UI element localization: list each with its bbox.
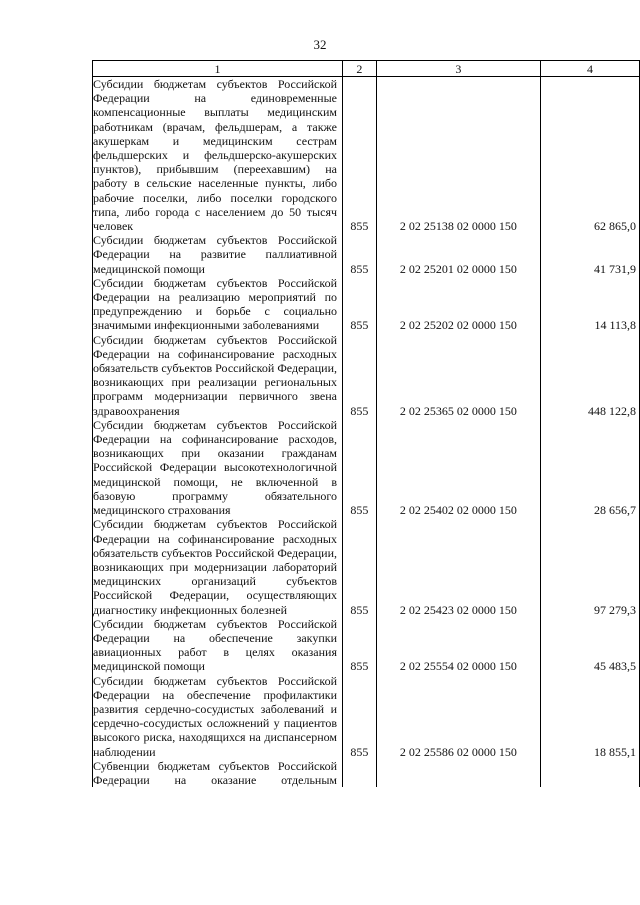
row-name-cell (93, 77, 343, 234)
row-name-text: Субсидии бюджетам субъектов Российской Федерации на софинансирование расходов, возникающих при оказании гражданам Российской Федерации высокотехнологичной медицинской помощи, не включенной в базовую программу обязательного медицинского страхования (93, 417, 337, 518)
amount-cell: 45 483,5 (540, 617, 639, 674)
table-row (93, 418, 640, 517)
page-number: 32 (313, 37, 327, 52)
row-name-cell (93, 233, 343, 276)
kbk-code-cell: 2 02 25365 02 0000 150 (376, 333, 540, 418)
table-row (93, 674, 640, 759)
row-name-text: Субсидии бюджетам субъектов Российской Федерации на единовременные компенсационные выплаты медицинским работникам (врачам, фельдшерам, а также акушеркам и медицинским сестрам фельдшерских и фельдшерско-акушерских пунктов), прибывшим (переехавшим) на работу в сельские населенные пункты, либо рабочие поселки, либо поселки городского типа, либо города с населением до 50 тысяч человек (93, 77, 337, 234)
column-header-3: 3 (376, 61, 540, 77)
admin-code-cell (342, 759, 376, 787)
row-name-text: Субсидии бюджетам субъектов Российской Федерации на реализацию мероприятий по предупреждению и борьбе с социально значимыми инфекционными заболеваниями (93, 275, 337, 333)
amount-cell: 62 865,0 (540, 77, 639, 234)
row-name-cell (93, 517, 343, 616)
admin-code-cell: 855 (342, 617, 376, 674)
amount-cell: 448 122,8 (540, 333, 639, 418)
kbk-code-cell: 2 02 25202 02 0000 150 (376, 276, 540, 333)
amount-cell: 18 855,1 (540, 674, 639, 759)
kbk-code-cell: 2 02 25423 02 0000 150 (376, 517, 540, 616)
admin-code-cell: 855 (342, 517, 376, 616)
kbk-code-cell: 2 02 25138 02 0000 150 (376, 77, 540, 234)
row-name-cell (93, 674, 343, 759)
table-row (93, 759, 640, 787)
table-row (93, 77, 640, 234)
admin-code-cell: 855 (342, 674, 376, 759)
row-name-text: Субвенции бюджетам субъектов Российской Федерации на оказание отдельным (93, 758, 337, 787)
row-name-text: Субсидии бюджетам субъектов Российской Федерации на обеспечение закупки авиационных работ в целях оказания медицинской помощи (93, 616, 337, 674)
kbk-code-cell: 2 02 25554 02 0000 150 (376, 617, 540, 674)
table-row (93, 276, 640, 333)
admin-code-cell: 855 (342, 77, 376, 234)
kbk-code-cell: 2 02 25402 02 0000 150 (376, 418, 540, 517)
admin-code-cell: 855 (342, 418, 376, 517)
row-name-cell (93, 333, 343, 418)
column-header-1: 1 (93, 61, 343, 77)
amount-cell (540, 759, 639, 787)
table-row (93, 233, 640, 276)
budget-table (92, 60, 640, 787)
table-row (93, 617, 640, 674)
row-name-cell (93, 617, 343, 674)
table-row (93, 517, 640, 616)
column-header-2: 2 (342, 61, 376, 77)
amount-cell: 97 279,3 (540, 517, 639, 616)
row-name-cell (93, 759, 343, 787)
row-name-text: Субсидии бюджетам субъектов Российской Федерации на софинансирование расходных обязательств субъектов Российской Федерации, возникающих при реализации региональных программ модернизации первичного звена здравоохранения (93, 332, 337, 418)
row-name-cell (93, 418, 343, 517)
row-name-text: Субсидии бюджетам субъектов Российской Федерации на развитие паллиативной медицинской помощи (93, 233, 337, 276)
column-header-4: 4 (540, 61, 639, 77)
kbk-code-cell: 2 02 25586 02 0000 150 (376, 674, 540, 759)
row-name-text: Субсидии бюджетам субъектов Российской Федерации на обеспечение профилактики развития сердечно-сосудистых заболеваний и сердечно-сосудистых осложнений у пациентов высокого риска, находящихся на диспансерном наблюдении (93, 673, 337, 759)
table-header-row (93, 61, 640, 77)
admin-code-cell: 855 (342, 333, 376, 418)
admin-code-cell: 855 (342, 233, 376, 276)
amount-cell: 14 113,8 (540, 276, 639, 333)
table-row (93, 333, 640, 418)
row-name-text: Субсидии бюджетам субъектов Российской Федерации на софинансирование расходных обязательств субъектов Российской Федерации, возникающих при модернизации лабораторий медицинских организаций субъектов Российской Федерации, осуществляющих диагностику инфекционных болезней (93, 517, 337, 617)
amount-cell: 28 656,7 (540, 418, 639, 517)
amount-cell: 41 731,9 (540, 233, 639, 276)
row-name-cell (93, 276, 343, 333)
kbk-code-cell: 2 02 25201 02 0000 150 (376, 233, 540, 276)
kbk-code-cell (376, 759, 540, 787)
admin-code-cell: 855 (342, 276, 376, 333)
